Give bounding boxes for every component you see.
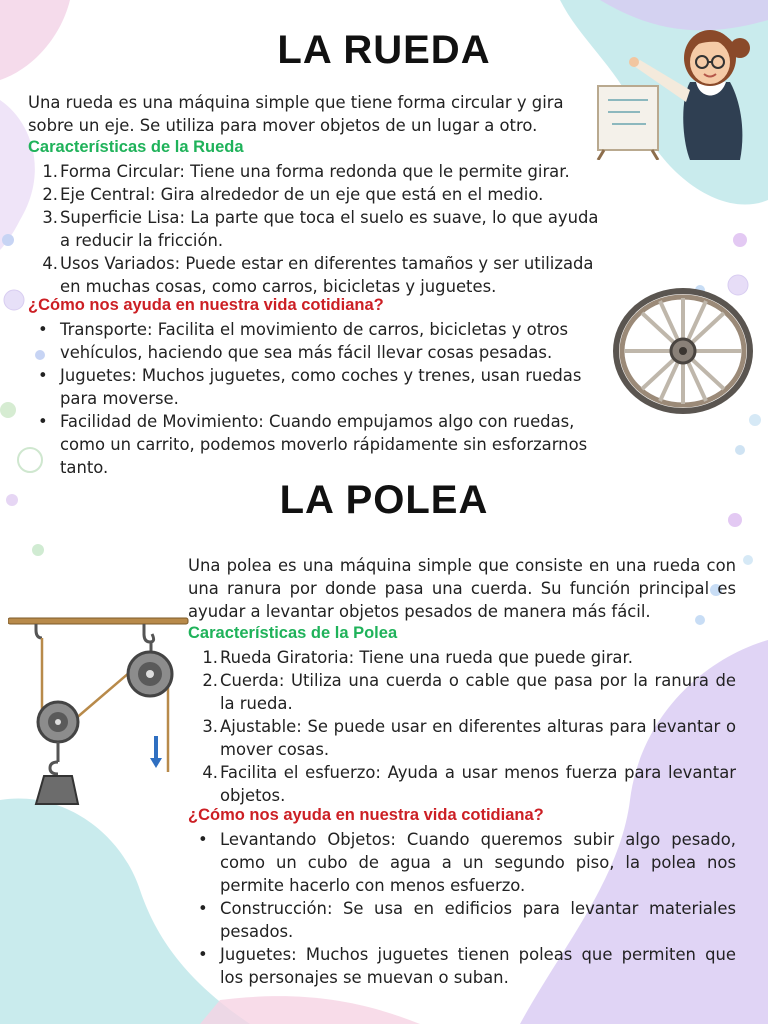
list-item: 3. Superficie Lisa: La parte que toca el suelo es suave, lo que ayuda a reducir la fricción. xyxy=(42,208,599,250)
list-item: 2. Cuerda: Utiliza una cuerda o cable que pasa por la ranura de la rueda. xyxy=(202,671,736,713)
pulley-illustration xyxy=(8,612,190,810)
list-item: 1. Forma Circular: Tiene una forma redonda que le permite girar. xyxy=(42,162,570,181)
list-item: • Transporte: Facilita el movimiento de carros, bicicletas y otros vehículos, haciendo que sea más fácil llevar cosas pesadas. xyxy=(28,318,608,364)
list-item: • Juguetes: Muchos juguetes tienen poleas que permiten que los personajes se muevan o suban. xyxy=(188,943,736,989)
list-item: 4. Usos Variados: Puede estar en diferentes tamaños y ser utilizada en muchas cosas, como carros, bicicletas y juguetes. xyxy=(42,254,594,296)
rueda-title: LA RUEDA xyxy=(277,28,491,72)
polea-features-heading: Características de la Polea xyxy=(188,624,398,642)
rueda-uses-list xyxy=(28,318,608,479)
wooden-wheel-illustration xyxy=(612,288,754,414)
list-item: 4. Facilita el esfuerzo: Ayuda a usar menos fuerza para levantar objetos. xyxy=(202,763,736,805)
list-item: • Levantando Objetos: Cuando queremos subir algo pesado, como un cubo de agua a un segundo piso, la polea nos permite hacerlo con menos esfuerzo. xyxy=(188,828,736,897)
rueda-features-list xyxy=(28,160,613,298)
list-item: 1. Rueda Giratoria: Tiene una rueda que puede girar. xyxy=(202,648,633,667)
list-item: 3. Ajustable: Se puede usar en diferentes alturas para levantar o mover cosas. xyxy=(202,717,736,759)
rueda-intro: Una rueda es una máquina simple que tiene forma circular y gira sobre un eje. Se utiliza para mover objetos de un lugar a otro. xyxy=(28,93,564,135)
teacher-illustration xyxy=(590,20,750,160)
list-item: • Construcción: Se usa en edificios para levantar materiales pesados. xyxy=(188,897,736,943)
list-item: • Facilidad de Movimiento: Cuando empujamos algo con ruedas, como un carrito, podemos moverlo rápidamente sin esforzarnos tanto. xyxy=(28,410,608,479)
rueda-features-heading: Características de la Rueda xyxy=(28,138,244,156)
list-item: • Juguetes: Muchos juguetes, como coches y trenes, usan ruedas para moverse. xyxy=(28,364,608,410)
polea-title: LA POLEA xyxy=(279,478,489,522)
polea-uses-list xyxy=(188,828,736,989)
polea-uses-heading: ¿Cómo nos ayuda en nuestra vida cotidiana? xyxy=(188,806,544,824)
polea-features-list xyxy=(188,646,736,807)
rueda-uses-heading: ¿Cómo nos ayuda en nuestra vida cotidiana? xyxy=(28,296,384,314)
list-item: 2. Eje Central: Gira alrededor de un eje que está en el medio. xyxy=(42,185,544,204)
polea-intro: Una polea es una máquina simple que consiste en una rueda con una ranura por donde pasa una cuerda. Su función principal es ayudar a levantar objetos pesados de manera más fácil. xyxy=(188,556,736,621)
